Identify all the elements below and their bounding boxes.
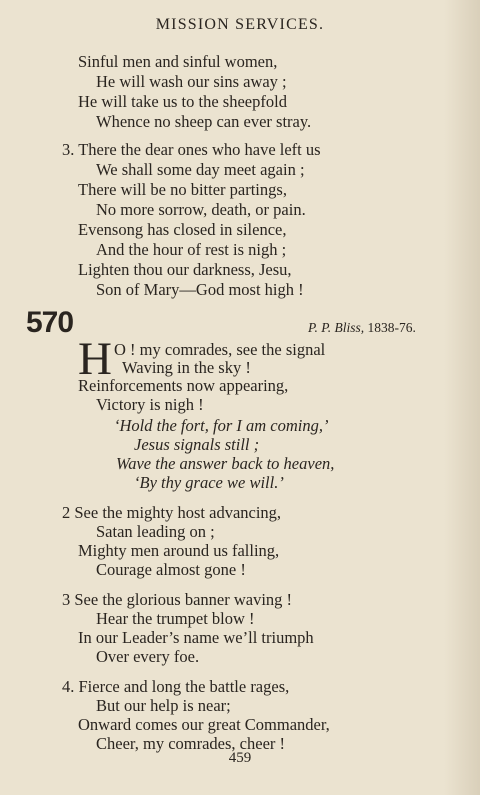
verse-line: And the hour of rest is nigh ; — [96, 240, 287, 259]
verse-line: Mighty men around us falling, — [78, 541, 280, 560]
verse-line: O ! my comrades, see the signal — [114, 340, 326, 359]
verse-line: 3 See the glorious banner waving ! — [62, 590, 293, 609]
stanza-line: He will take us to the sheepfold — [78, 92, 287, 111]
stanza-line: Sinful men and sinful women, — [78, 52, 278, 71]
page-number: 459 — [228, 750, 252, 766]
verse-line: Evensong has closed in silence, — [78, 220, 287, 239]
refrain-line: ‘Hold the fort, for I am coming,’ — [114, 416, 329, 435]
drop-cap: H — [78, 333, 112, 385]
composer-dates: 1838-76. — [364, 320, 416, 335]
verse-line: Reinforcements now appearing, — [78, 376, 289, 395]
composer-name: P. P. Bliss, — [308, 320, 365, 335]
verse-line: 4. Fierce and long the battle rages, — [62, 677, 290, 696]
refrain-line: Wave the answer back to heaven, — [116, 454, 335, 473]
verse-line: 3. There the dear ones who have left us — [62, 140, 321, 159]
verse-line: Over every foe. — [96, 647, 200, 666]
refrain-line: ‘By thy grace we will.’ — [134, 473, 284, 492]
verse-line: Lighten thou our darkness, Jesu, — [78, 260, 292, 279]
hymn-number: 570 — [26, 306, 74, 339]
verse-line: Onward comes our great Commander, — [78, 715, 330, 734]
verse-line: No more sorrow, death, or pain. — [96, 200, 306, 219]
verse-line: We shall some day meet again ; — [96, 160, 305, 179]
verse-line: Courage almost gone ! — [96, 560, 246, 579]
verse-line: Son of Mary—God most high ! — [96, 280, 304, 299]
page-edge-shadow — [444, 0, 480, 795]
verse-line: 2 See the mighty host advancing, — [62, 503, 282, 522]
composer-credit — [308, 320, 416, 336]
stanza-line: He will wash our sins away ; — [96, 72, 287, 91]
page-header: MISSION SERVICES. — [155, 16, 325, 33]
verse-line: Waving in the sky ! — [122, 358, 251, 377]
verse-line: But our help is near; — [96, 696, 231, 715]
verse-line: Cheer, my comrades, cheer ! — [96, 734, 286, 753]
verse-line: Hear the trumpet blow ! — [96, 609, 255, 628]
stanza-line: Whence no sheep can ever stray. — [96, 112, 312, 131]
verse-line: Satan leading on ; — [96, 522, 215, 541]
verse-line: In our Leader’s name we’ll triumph — [78, 628, 314, 647]
verse-line: There will be no bitter partings, — [78, 180, 287, 199]
verse-line: Victory is nigh ! — [96, 395, 204, 414]
refrain-line: Jesus signals still ; — [134, 435, 260, 454]
